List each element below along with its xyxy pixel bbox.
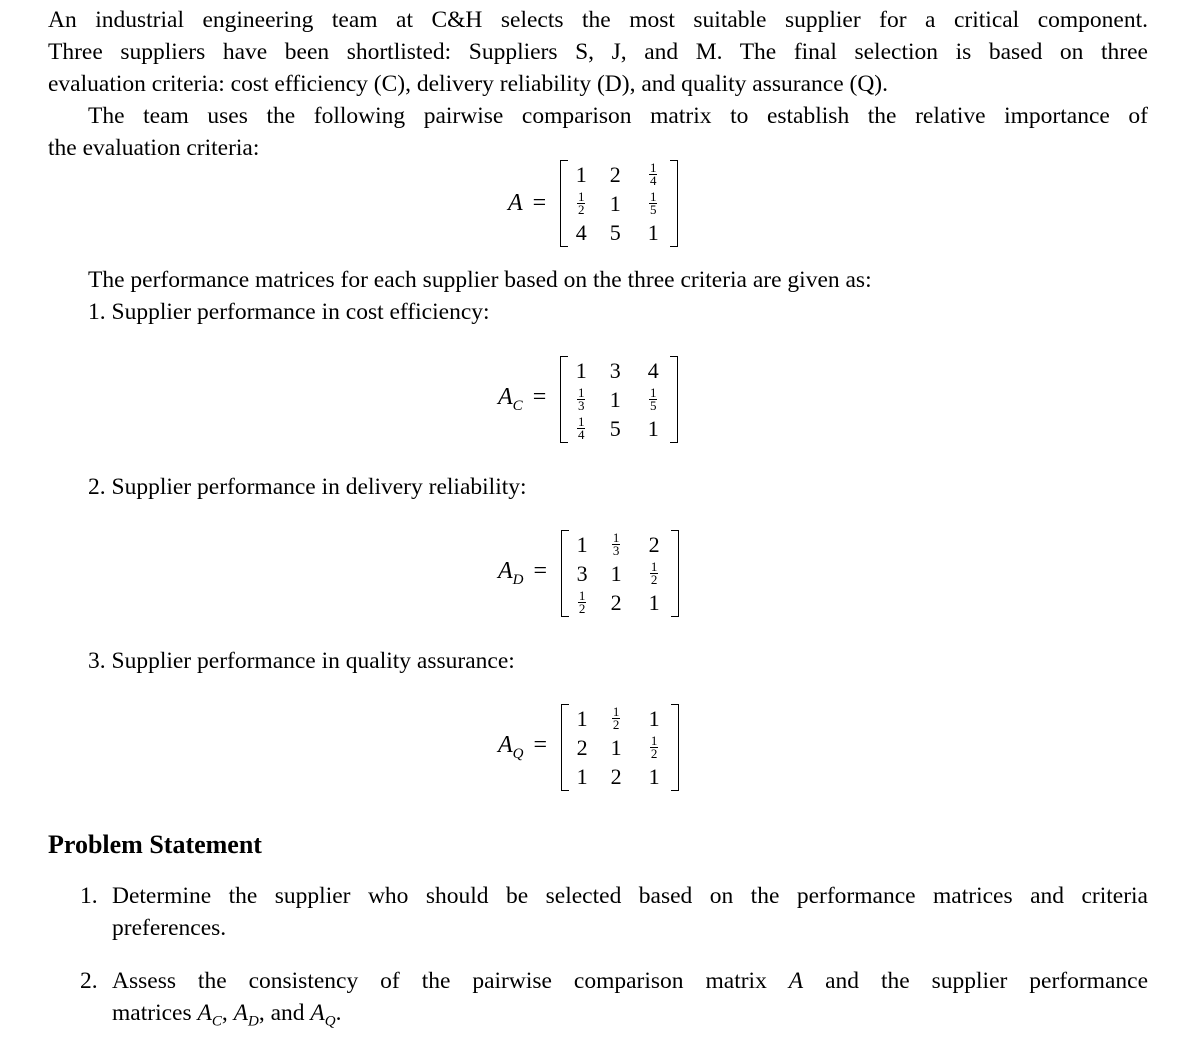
matrix-ac-cell-r2c2: 1 [609, 386, 621, 412]
matrix-ad-label: $A_D$ = [498, 558, 548, 588]
matrix-ac-cell-r3c3: 1 [647, 415, 659, 441]
matrix-a-cell-r1c1: 1 [575, 161, 587, 187]
matrix-ad-block [498, 530, 679, 617]
matrix-aq-cell-r2c3: $\frac{1}{2}$ [650, 733, 658, 761]
problem-heading: Problem Statement [48, 830, 262, 859]
intro-line-3: evaluation criteria: cost efficiency (C), delivery reliability (D), and quality assurance (Q). [48, 71, 889, 97]
matrix-a [560, 160, 678, 247]
problem-item-2-number: 2. [80, 968, 98, 994]
matrix-ad-cell-r2c2: 1 [610, 560, 622, 586]
item-1-cost: 1. Supplier performance in cost efficiency: [88, 299, 490, 325]
matrix-ad-cell-r3c2: 2 [610, 589, 622, 615]
matrix-ac-cell-r1c1: 1 [575, 357, 587, 383]
intro-line-4: The team uses the following pairwise comparison matrix to establish the relative importance of [88, 103, 1148, 129]
matrix-ac-block [498, 356, 678, 443]
matrix-aq [561, 704, 679, 791]
matrix-ac-cell-r2c1: $\frac{1}{3}$ [577, 385, 585, 413]
matrix-aq-cell-r1c2: $\frac{1}{2}$ [612, 704, 620, 732]
problem-item-1-line-2: preferences. [112, 915, 227, 941]
matrix-ad-cell-r3c1: $\frac{1}{2}$ [578, 588, 586, 616]
matrix-ad [561, 530, 679, 617]
matrix-aq-cell-r3c2: 2 [610, 763, 622, 789]
matrix-ad-cell-r3c3: 1 [648, 589, 660, 615]
problem-item-2 [80, 965, 1148, 1038]
problem-item-2-line-1: Assess the consistency of the pairwise comparison matrix A and the supplier performance [112, 968, 1149, 994]
matrix-ac-cell-r3c1: $\frac{1}{4}$ [577, 414, 585, 442]
matrix-ad-cell-r1c3: 2 [648, 531, 660, 557]
matrix-ac-label: $A_C$ = [498, 384, 547, 414]
matrix-a-cell-r1c3: $\frac{1}{4}$ [649, 160, 657, 188]
matrix-a-cell-r2c1: $\frac{1}{2}$ [577, 189, 585, 217]
matrix-aq-block [498, 704, 679, 791]
matrix-aq-cell-r3c3: 1 [648, 763, 660, 789]
item-2-delivery: 2. Supplier performance in delivery reliability: [88, 474, 527, 500]
matrix-a-block [508, 160, 678, 247]
matrix-ad-cell-r2c1: 3 [576, 560, 588, 586]
matrix-aq-label: $A_Q$ = [498, 732, 548, 762]
matrix-aq-cell-r1c3: 1 [648, 705, 660, 731]
matrix-a-cell-r3c3: 1 [647, 219, 659, 245]
problem-item-2-line-2: matrices $A_C$, $A_D$, and $A_Q$. [112, 1000, 342, 1030]
matrix-ac-cell-r1c3: 4 [647, 357, 659, 383]
problem-item-1-line-1: Determine the supplier who should be selected based on the performance matrices and criteria [112, 883, 1148, 909]
matrix-ad-cell-r1c2: $\frac{1}{3}$ [612, 530, 620, 558]
matrix-aq-cell-r1c1: 1 [576, 705, 588, 731]
matrix-aq-cell-r2c1: 2 [576, 734, 588, 760]
intro-line-2: Three suppliers have been shortlisted: Suppliers S, J, and M. The final selection is based on three [48, 39, 1148, 65]
matrix-a-cell-r3c2: 5 [609, 219, 621, 245]
problem-item-1-number: 1. [80, 883, 98, 909]
matrix-a-cell-r1c2: 2 [609, 161, 621, 187]
performance-intro: The performance matrices for each supplier based on the three criteria are given as: [88, 267, 872, 293]
matrix-a-label: A = [508, 190, 547, 216]
problem-item-1 [80, 880, 1148, 944]
matrix-a-cell-r2c3: $\frac{1}{5}$ [649, 189, 657, 217]
matrix-ad-cell-r2c3: $\frac{1}{2}$ [650, 559, 658, 587]
matrix-aq-cell-r2c2: 1 [610, 734, 622, 760]
matrix-ad-cell-r1c1: 1 [576, 531, 588, 557]
intro-line-5: the evaluation criteria: [48, 135, 260, 161]
matrix-ac-cell-r3c2: 5 [609, 415, 621, 441]
intro-line-1: An industrial engineering team at C&H selects the most suitable supplier for a critical component. [48, 7, 1148, 33]
matrix-ac-cell-r2c3: $\frac{1}{5}$ [649, 385, 657, 413]
item-3-quality: 3. Supplier performance in quality assurance: [88, 648, 515, 674]
matrix-aq-cell-r3c1: 1 [576, 763, 588, 789]
matrix-ac-cell-r1c2: 3 [609, 357, 621, 383]
matrix-a-cell-r2c2: 1 [609, 190, 621, 216]
matrix-ac [560, 356, 678, 443]
matrix-a-cell-r3c1: 4 [575, 219, 587, 245]
